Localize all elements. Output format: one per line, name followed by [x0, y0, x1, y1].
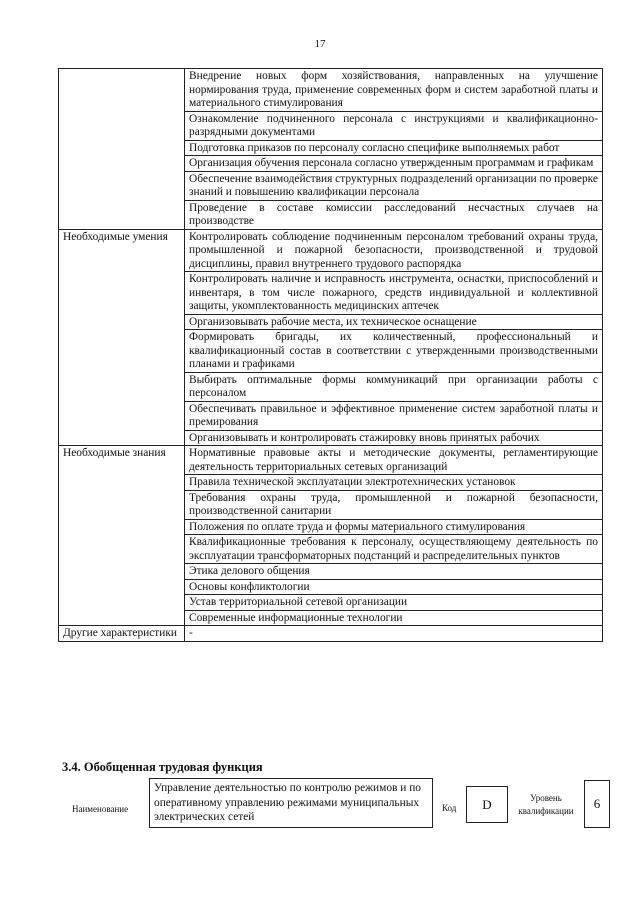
- table-cell-item: Квалификационные требования к персоналу, осуществляющему деятельность по эксплуатации трансформаторных подстанций и распределительных пунктов: [185, 535, 603, 564]
- table-cell-item: Контролировать соблюдение подчиненным персоналом требований охраны труда, промышленной и пожарной безопасности, производственной и трудовой дисциплины, правил внутреннего трудового распорядка: [185, 229, 603, 272]
- code-label: Код: [442, 803, 457, 813]
- table-cell-item: Внедрение новых форм хозяйствования, направленных на улучшение нормирования труда, применение современных форм и систем заработной платы и материального стимулирования: [185, 69, 603, 112]
- table-cell-item: Обеспечение взаимодействия структурных подразделений организации по проверке знаний и повышению квалификации персонала: [185, 171, 603, 200]
- competency-table: [58, 68, 603, 642]
- table-cell-item: Проведение в составе комиссии расследований несчастных случаев на производстве: [185, 200, 603, 229]
- qualification-level-label: Уровень квалификации: [518, 793, 574, 816]
- name-label: Наименование: [72, 804, 129, 814]
- row-group-label: Необходимые умения: [59, 229, 185, 446]
- table-cell-item: Подготовка приказов по персоналу согласно специфике выполняемых работ: [185, 140, 603, 156]
- table-cell-item: Основы конфликтологии: [185, 579, 603, 595]
- table-cell-item: Требования охраны труда, промышленной и пожарной безопасности, производственной санитарии: [185, 490, 603, 519]
- table-cell-item: Организация обучения персонала согласно утвержденным программам и графикам: [185, 156, 603, 172]
- row-group-label: [59, 69, 185, 230]
- table-cell-item: Правила технической эксплуатации электротехнических установок: [185, 475, 603, 491]
- row-group-label: Другие характеристики: [59, 626, 185, 642]
- table-cell-item: Обеспечивать правильное и эффективное применение систем заработной платы и премирования: [185, 401, 603, 430]
- table-cell-item: Этика делового общения: [185, 564, 603, 580]
- function-name: Управление деятельностью по контролю режимов и по оперативному управлению режимами муниципальных электрических сетей: [149, 778, 433, 828]
- table-cell-item: Нормативные правовые акты и методические документы, регламентирующие деятельность территориальных сетевых организаций: [185, 446, 603, 475]
- table-cell-item: Формировать бригады, их количественный, профессиональный и квалификационный состав в соответствии с утвержденными производственными планами и графиками: [185, 330, 603, 373]
- table-cell-item: -: [185, 626, 603, 642]
- table-row: [59, 69, 603, 112]
- table-cell-item: Современные информационные технологии: [185, 610, 603, 626]
- table-cell-item: Организовывать и контролировать стажировку вновь принятых рабочих: [185, 430, 603, 446]
- section-title: 3.4. Обобщенная трудовая функция: [62, 760, 263, 774]
- table-cell-item: Выбирать оптимальные формы коммуникаций при организации работы с персоналом: [185, 372, 603, 401]
- table-row: [59, 446, 603, 475]
- page-number: 17: [314, 38, 326, 50]
- code-value: D: [466, 786, 508, 823]
- table-row: [59, 626, 603, 642]
- table-cell-item: Устав территориальной сетевой организации: [185, 595, 603, 611]
- table-cell-item: Ознакомление подчиненного персонала с инструкциями и квалификационно-разрядными документами: [185, 111, 603, 140]
- qualification-level-value: 6: [584, 780, 610, 828]
- table-row: [59, 229, 603, 272]
- table-cell-item: Контролировать наличие и исправность инструмента, оснастки, приспособлений и инвентаря, в том числе пожарного, средств индивидуальной и коллективной защиты, укомплектованность медицинских аптечек: [185, 272, 603, 315]
- row-group-label: Необходимые знания: [59, 446, 185, 626]
- table-cell-item: Организовывать рабочие места, их техническое оснащение: [185, 314, 603, 330]
- table-cell-item: Положения по оплате труда и формы материального стимулирования: [185, 519, 603, 535]
